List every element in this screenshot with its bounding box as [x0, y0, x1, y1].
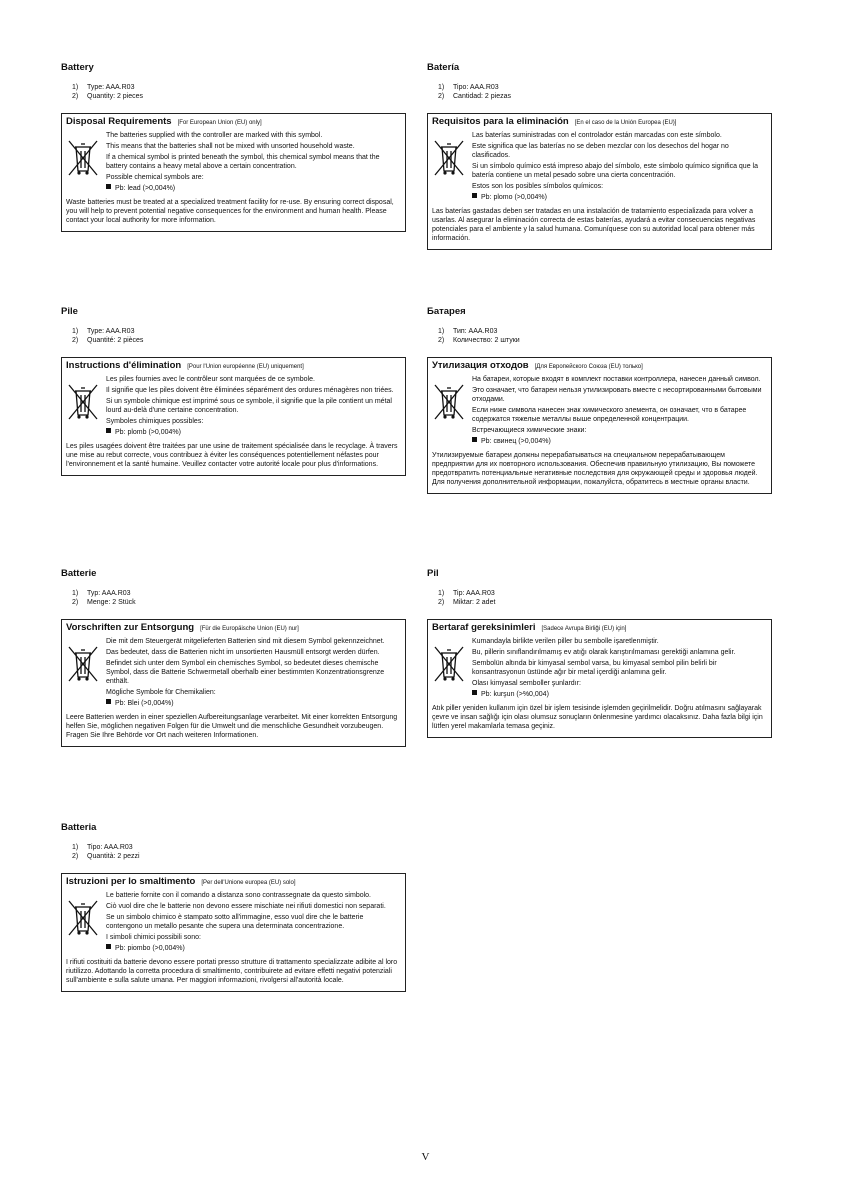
spec-item: 2) Menge: 2 Stück — [72, 598, 136, 606]
crossed-bin-icon — [432, 375, 472, 448]
box-note: [En el caso de la Unión Europea (EU)] — [574, 120, 677, 127]
box-title: Disposal Requirements — [66, 116, 172, 128]
footer-text: I rifiuti costituiti da batterie devono essere portati presso strutture di trattamento specializzate adibite al loro riutilizzo. Adottando la corretta procedura di smaltimento, contribuirete ad evitare effetti negativi potenziali sull'ambiente e sulla salute umana. Per maggiori informazioni, rivolgersi all'autorità locale. — [66, 959, 398, 985]
box-title: Утилизация отходов — [432, 360, 529, 372]
paragraph: Bu, pillerin sınıflandırılmamış ev atığı olarak karıştırılmaması gerektiği anlamına gelir. — [472, 649, 736, 657]
disposal-box — [427, 113, 772, 250]
spec-list — [438, 328, 772, 345]
section-battery-es — [427, 62, 772, 250]
spec-list — [438, 590, 772, 607]
paragraph: Las baterías suministradas con el controlador están marcadas con este símbolo. — [472, 132, 722, 140]
spec-item: 1) Tipo: AAA.R03 — [72, 844, 133, 851]
section-title: Pil — [427, 568, 439, 579]
spec-list — [438, 84, 772, 101]
paragraph: На батареи, которые входят в комплект поставки контроллера, нанесен данный символ. — [472, 376, 761, 384]
disposal-box — [427, 357, 772, 494]
chemical-symbol: Pb: Blei (>0,004%) — [106, 699, 401, 708]
section-title: Batterie — [61, 568, 97, 579]
crossed-bin-icon — [66, 891, 106, 955]
disposal-box — [61, 113, 406, 232]
paragraph: Если ниже символа нанесен знак химического элемента, он означает, что в батарее содержатся тяжелые металлы выше определенной концентрации. — [472, 407, 747, 424]
square-bullet-icon — [472, 690, 477, 695]
square-bullet-icon — [106, 184, 111, 189]
disposal-box — [61, 619, 406, 747]
paragraph: The batteries supplied with the controller are marked with this symbol. — [106, 132, 323, 140]
spec-item: 2) Quantità: 2 pezzi — [72, 852, 140, 860]
footer-text: Les piles usagées doivent être traitées par une usine de traitement spécialisée dans le recyclage. À travers une mise au rebut correcte, vous contribuez à éviter les conséquences potentiellement néfastes pour l'environnement et la santé humaine. Veuillez contacter votre autorité locale pour plus d'informations. — [66, 443, 398, 469]
square-bullet-icon — [106, 944, 111, 949]
crossed-bin-icon — [432, 131, 472, 204]
spec-item: 1) Type: AAA.R03 — [72, 328, 135, 335]
spec-list — [72, 328, 406, 345]
section-title: Batteria — [61, 822, 97, 833]
paragraph: Mögliche Symbole für Chemikalien: — [106, 689, 216, 697]
paragraph: Possible chemical symbols are: — [106, 174, 204, 182]
section-title: Pile — [61, 306, 78, 317]
footer-text: Waste batteries must be treated at a specialized treatment facility for re-use. By ensuring correct disposal, you will help to prevent potential negative consequences for the environment and human health. Please contact your local authority for more information. — [66, 199, 394, 225]
square-bullet-icon — [472, 437, 477, 442]
box-note: [Per dell'Unione europea (EU) solo] — [201, 880, 296, 887]
footer-text: Утилизируемые батареи должны перерабатываться на специальном перерабатывающем предприятии для их повторного использования. Обеспечив правильную утилизацию, Вы поможете предотвратить потенциальные негативные последствия для окружающей среды и здоровья людей. Для получения дополнительной информации, пожалуйста, обратитесь в местные органы власти. — [432, 452, 758, 487]
paragraph: If a chemical symbol is printed beneath the symbol, this chemical symbol means that the battery contains a heavy metal above a certain concentration. — [106, 154, 380, 171]
chemical-symbol: Pb: piombo (>0,004%) — [106, 944, 401, 953]
paragraph: Это означает, что батареи нельзя утилизировать вместе с несортированными бытовыми отходами. — [472, 387, 762, 404]
box-note: [Sadece Avrupa Birliği (EU) için] — [541, 626, 627, 633]
square-bullet-icon — [106, 428, 111, 433]
spec-item: 2) Cantidad: 2 piezas — [438, 92, 511, 100]
page-number: V — [421, 1151, 430, 1163]
crossed-bin-icon — [66, 375, 106, 439]
paragraph: Este significa que las baterías no se deben mezclar con los desechos del hogar no clasificados. — [472, 143, 729, 160]
paragraph: Le batterie fornite con il comando a distanza sono contrassegnate da questo simbolo. — [106, 892, 371, 900]
section-title: Battery — [61, 62, 94, 73]
box-note: [Для Европейского Союза (EU) только] — [534, 364, 643, 371]
paragraph: Встречающиеся химические знаки: — [472, 427, 587, 435]
spec-item: 2) Miktar: 2 adet — [438, 598, 496, 606]
paragraph: Il signifie que les piles doivent être éliminées séparément des ordures ménagères non triées. — [106, 387, 394, 395]
paragraph: Befindet sich unter dem Symbol ein chemisches Symbol, so bedeutet dieses chemische Symbol, dass die Batterie Schwermetall oberhalb einer bestimmten Konzentrationsgrenze enthält. — [106, 660, 385, 686]
spec-list — [72, 84, 406, 101]
spec-item: 1) Typ: AAA.R03 — [72, 590, 131, 597]
paragraph: Kumandayla birlikte verilen piller bu sembolle işaretlenmiştir. — [472, 638, 659, 646]
square-bullet-icon — [106, 699, 111, 704]
paragraph: Si un símbolo químico está impreso abajo del símbolo, este símbolo químico significa que la batería contiene un metal pesado sobre una cierta concentración. — [472, 163, 758, 180]
spec-item: 2) Quantity: 2 pieces — [72, 92, 144, 100]
paragraph: Ciò vuol dire che le batterie non devono essere mischiate nei rifiuti domestici non separati. — [106, 903, 386, 911]
spec-item: 1) Tip: AAA.R03 — [438, 590, 495, 597]
disposal-box — [61, 357, 406, 476]
box-note: [Für die Europäische Union (EU) nur] — [200, 626, 299, 633]
paragraph: Sembolün altında bir kimyasal sembol varsa, bu kimyasal sembol pilin belirli bir konsantrasyonun üstünde ağır bir metal içerdiği anlamına gelir. — [472, 660, 717, 677]
section-battery-de — [61, 568, 406, 747]
footer-text: Atık piller yeniden kullanım için özel bir işlem tesisinde işlemden geçirilmelidir. Doğru atılmasını sağlayarak çevre ve insan sağlığı için olası olumsuz sonuçların önlenmesine yardımcı olacaksınız. Daha fazla bilgi için lütfen yerel makamlarla temasa geçiniz. — [432, 705, 763, 731]
paragraph: This means that the batteries shall not be mixed with unsorted household waste. — [106, 143, 355, 151]
spec-list — [72, 844, 406, 861]
spec-item: 1) Тип: AAA.R03 — [438, 328, 498, 335]
paragraph: Les piles fournies avec le contrôleur sont marquées de ce symbole. — [106, 376, 315, 384]
disposal-box — [427, 619, 772, 738]
paragraph: Se un simbolo chimico è stampato sotto all'immagine, esso vuol dire che le batterie contengono un metallo pesante che supera una determinata concentrazione. — [106, 914, 364, 931]
spec-list — [72, 590, 406, 607]
paragraph: I simboli chimici possibili sono: — [106, 934, 201, 942]
spec-item: 1) Tipo: AAA.R03 — [438, 84, 499, 91]
chemical-symbol: Pb: plomb (>0,004%) — [106, 428, 401, 437]
section-title: Batería — [427, 62, 460, 73]
disposal-box — [61, 873, 406, 992]
box-title: Requisitos para la eliminación — [432, 116, 569, 128]
footer-text: Las baterías gastadas deben ser tratadas en una instalación de tratamiento especializada para volver a usarlas. Al asegurar la eliminación correcta de estas baterías, ayudará a evitar consecuencias negativas potenciales para el ambiente y la salud humana. Comuníquese con su autoridad local para obtener más información. — [432, 208, 756, 243]
crossed-bin-icon — [432, 637, 472, 701]
spec-item: 2) Quantité: 2 pièces — [72, 336, 144, 344]
section-battery-ru — [427, 306, 772, 494]
box-note: [For European Union (EU) only] — [177, 120, 262, 127]
paragraph: Olası kimyasal semboller şunlardır: — [472, 680, 581, 688]
box-note: [Pour l'Union européenne (EU) uniquement] — [187, 364, 304, 371]
square-bullet-icon — [472, 193, 477, 198]
section-battery-it — [61, 822, 406, 992]
section-battery-en — [61, 62, 406, 232]
box-title: Istruzioni per lo smaltimento — [66, 876, 196, 888]
spec-item: 2) Количество: 2 штуки — [438, 336, 520, 344]
chemical-symbol: Pb: kurşun (>%0,004) — [472, 690, 767, 699]
chemical-symbol: Pb: lead (>0,004%) — [106, 184, 401, 193]
paragraph: Estos son los posibles símbolos químicos: — [472, 183, 604, 191]
crossed-bin-icon — [66, 131, 106, 195]
box-title: Bertaraf gereksinimleri — [432, 622, 536, 634]
section-title: Батарея — [427, 306, 466, 317]
crossed-bin-icon — [66, 637, 106, 710]
chemical-symbol: Pb: свинец (>0,004%) — [472, 437, 767, 446]
chemical-symbol: Pb: plomo (>0,004%) — [472, 193, 767, 202]
paragraph: Si un symbole chimique est imprimé sous ce symbole, il signifie que la pile contient un métal lourd au-delà d'une certaine concentration. — [106, 398, 392, 415]
section-battery-fr — [61, 306, 406, 476]
paragraph: Die mit dem Steuergerät mitgelieferten Batterien sind mit diesem Symbol gekennzeichnet. — [106, 638, 385, 646]
section-battery-tr — [427, 568, 772, 738]
spec-item: 1) Type: AAA.R03 — [72, 84, 135, 91]
footer-text: Leere Batterien werden in einer speziellen Aufbereitungsanlage verarbeitet. Mit einer korrekten Entsorgung helfen Sie, möglichen negativen Folgen für die Umwelt und die menschliche Gesundheit vorzubeugen. Fragen Sie Ihre Behörde vor Ort nach weiteren Informationen. — [66, 714, 398, 740]
paragraph: Das bedeutet, dass die Batterien nicht im unsortierten Hausmüll entsorgt werden dürfen. — [106, 649, 380, 657]
box-title: Instructions d'élimination — [66, 360, 182, 372]
paragraph: Symboles chimiques possibles: — [106, 418, 204, 426]
box-title: Vorschriften zur Entsorgung — [66, 622, 195, 634]
